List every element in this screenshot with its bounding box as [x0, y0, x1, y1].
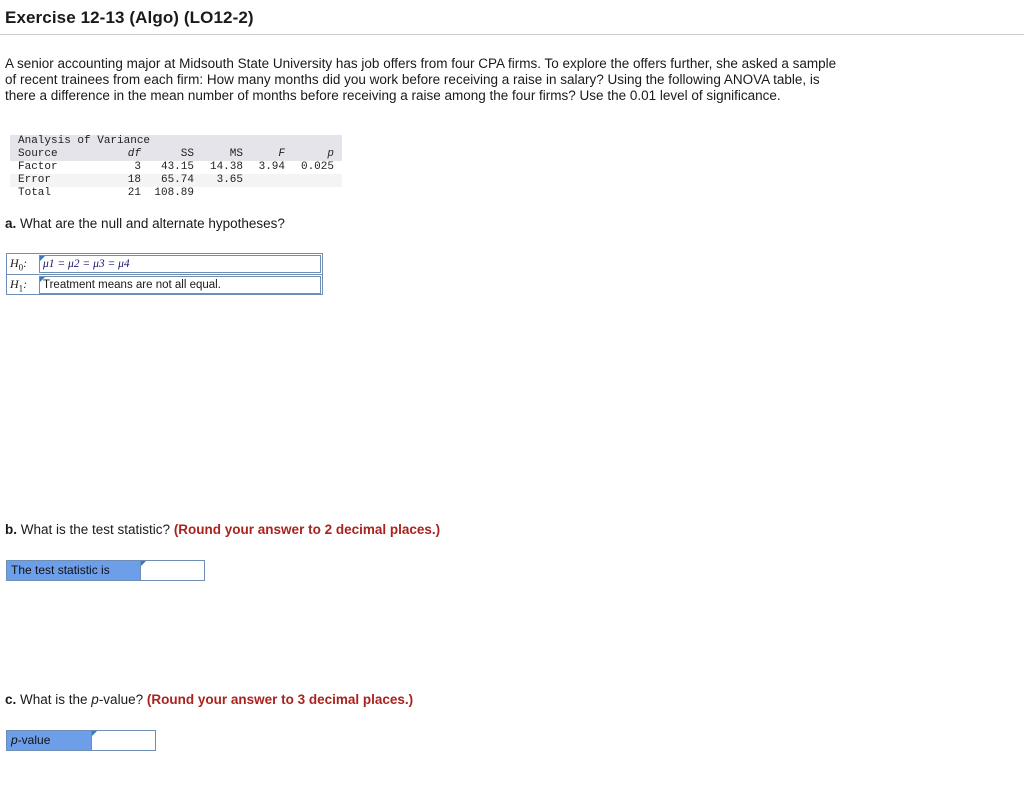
h0-dropdown[interactable]: [39, 255, 321, 273]
input-corner-icon: [141, 561, 146, 566]
input-corner-icon: [92, 731, 97, 736]
test-statistic-input[interactable]: [141, 561, 204, 580]
anova-row-error: [10, 174, 342, 187]
test-statistic-label: The test statistic is: [7, 561, 141, 580]
anova-cell-df: 21: [127, 187, 141, 199]
part-c-text-post: -value?: [98, 692, 147, 707]
anova-header-p: p: [327, 148, 334, 160]
anova-header-row: [10, 148, 342, 161]
hypotheses-box: [6, 253, 323, 295]
h1-label: $H_1$:: [10, 277, 28, 294]
question-text: A senior accounting major at Midsouth State University has job offers from four CPA firms. To explore the offers further, she asked a sample of recent trainees from each firm: How many months did you work before receiving a raise in salary? Using the following ANOVA table, is there a difference in the mean number of months before receiving a raise among the four firms? Use the 0.01 level of significance.: [5, 56, 837, 103]
anova-cell-p: 0.025: [300, 161, 334, 173]
anova-row-factor: [10, 161, 342, 174]
h1-value: Treatment means are not all equal.: [43, 279, 221, 291]
h0-row: [7, 254, 322, 274]
title-divider: [0, 34, 1024, 35]
anova-row-total: [10, 187, 342, 200]
anova-cell-df: 18: [127, 174, 141, 186]
p-value-label: p-value: [7, 731, 92, 750]
anova-cell-ss: 108.89: [154, 187, 194, 199]
part-c-question: [5, 692, 413, 707]
anova-cell-ms: 14.38: [209, 161, 243, 173]
h0-value: μ1 = μ2 = μ3 = μ4: [43, 258, 130, 270]
part-a-text: What are the null and alternate hypotheses?: [16, 216, 285, 231]
anova-table-title: Analysis of Variance: [18, 135, 151, 147]
anova-cell-ss: 65.74: [160, 174, 194, 186]
part-b-text: What is the test statistic?: [17, 522, 174, 537]
part-c-text-pre: What is the: [16, 692, 92, 707]
anova-header-df: df: [127, 148, 141, 160]
anova-title-row: [10, 135, 342, 148]
part-b-letter: b.: [5, 522, 17, 537]
h0-label: $H_0$:: [10, 256, 28, 273]
anova-cell-source: Error: [18, 174, 52, 186]
anova-cell-df: 3: [134, 161, 141, 173]
anova-cell-source: Factor: [18, 161, 58, 173]
anova-cell-ms: 3.65: [216, 174, 243, 186]
anova-cell-f: 3.94: [258, 161, 285, 173]
dropdown-corner-icon: [40, 277, 45, 282]
part-c-text-italic: p: [91, 692, 99, 707]
h1-dropdown[interactable]: [39, 276, 321, 294]
p-value-input[interactable]: [92, 731, 155, 750]
anova-table: [10, 135, 342, 200]
dropdown-corner-icon: [40, 256, 45, 261]
test-statistic-field[interactable]: [141, 561, 204, 580]
part-a-question: [5, 216, 285, 231]
test-statistic-row: [6, 560, 205, 581]
exercise-title: Exercise 12-13 (Algo) (LO12-2): [5, 8, 254, 27]
p-value-field[interactable]: [92, 731, 155, 750]
anova-cell-ss: 43.15: [160, 161, 194, 173]
part-c-rounding-note: (Round your answer to 3 decimal places.): [146, 692, 414, 707]
anova-header-ms: MS: [229, 148, 243, 160]
anova-header-ss: SS: [180, 148, 194, 160]
h1-row: [7, 274, 322, 295]
anova-header-source: Source: [18, 148, 58, 160]
part-b-question: [5, 522, 440, 537]
p-value-row: [6, 730, 156, 751]
anova-header-f: F: [278, 148, 285, 160]
part-b-rounding-note: (Round your answer to 2 decimal places.): [173, 522, 441, 537]
anova-cell-source: Total: [18, 187, 52, 199]
part-a-letter: a.: [5, 216, 17, 231]
part-c-letter: c.: [5, 692, 17, 707]
